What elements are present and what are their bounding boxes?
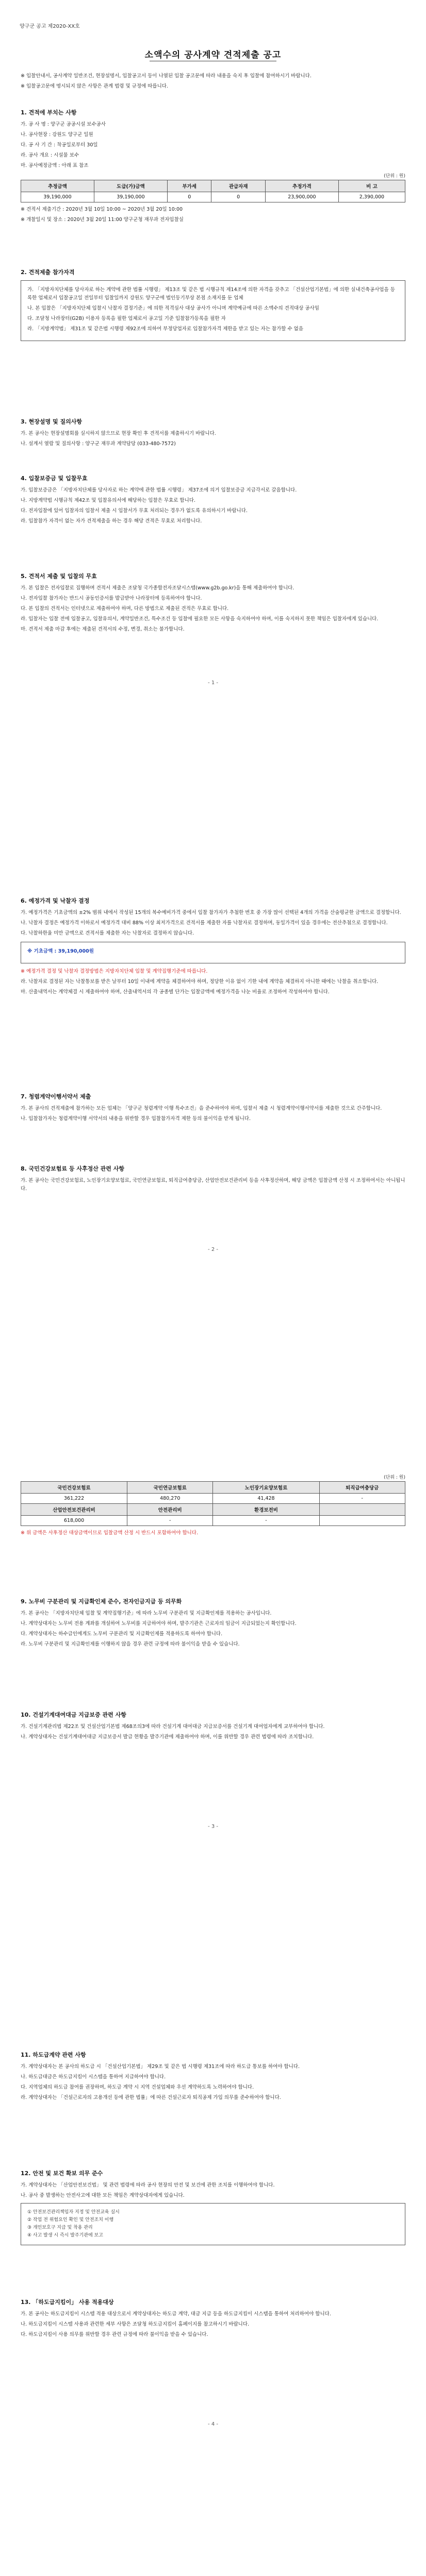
table-header: 퇴직급여충당금 bbox=[319, 1482, 405, 1494]
section-3 bbox=[21, 417, 405, 450]
section-item: 나. 계약상대자는 노무비 전용 계좌를 개설하여 노무비를 지급하여야 하며, 발주기관은 근로자의 임금이 지급되었는지 확인합니다. bbox=[21, 1621, 297, 1626]
section-1 bbox=[21, 108, 405, 226]
table-header: 산업안전보건관리비 bbox=[21, 1504, 127, 1516]
section-item: 나. 설계서 열람 및 질의사항 : 양구군 재무과 계약담당 (033-480-7572) bbox=[21, 441, 176, 447]
table-row bbox=[21, 192, 405, 202]
table-row bbox=[21, 1516, 405, 1526]
section-item: 라. 낙찰자로 결정된 자는 낙찰통보를 받은 날부터 10일 이내에 계약을 체결하여야 하며, 정당한 이유 없이 기한 내에 계약을 체결하지 아니한 때에는 낙찰을 취소합니다. bbox=[21, 979, 379, 985]
table-cell: 0 bbox=[211, 192, 266, 202]
section-item: 나. 하도급대금은 하도급지킴이 시스템을 통하여 지급하여야 합니다. bbox=[21, 2074, 166, 2080]
section-item: 가. 본 공사의 견적제출에 참가하는 모든 업체는 「양구군 청렴계약 이행 특수조건」을 준수하여야 하며, 입찰서 제출 시 청렴계약이행서약서를 제출한 것으로 간주합니다. bbox=[21, 1106, 382, 1111]
section-4 bbox=[21, 474, 405, 528]
section-heading: 2. 견적제출 참가자격 bbox=[21, 269, 75, 276]
section-item: 다. 공 사 기 간 : 착공일로부터 30일 bbox=[21, 142, 98, 148]
section-item: 가. 공 사 명 : 양구군 공공시설 보수공사 bbox=[21, 122, 106, 127]
section-note: ※ 위 금액은 사후정산 대상금액이므로 입찰금액 산정 시 반드시 포함하여야 합니다. bbox=[21, 1530, 199, 1536]
table-cell: 618,000 bbox=[21, 1516, 127, 1526]
section-item: 가. 계약상대자는 본 공사의 하도급 시 「건설산업기본법」 제29조 및 같은 법 시행령 제31조에 따라 하도급 통보를 하여야 합니다. bbox=[21, 2064, 300, 2070]
table-cell: 480,270 bbox=[127, 1494, 213, 1504]
section-note: ※ 견적서 제출기간 : 2020년 3월 10일 10:00 ~ 2020년 3월 20일 10:00 bbox=[21, 207, 183, 212]
base-price-label: ※ 기초금액 : 39,190,000원 bbox=[27, 948, 94, 954]
section-10 bbox=[21, 1710, 405, 1743]
section-8-table bbox=[21, 1473, 405, 1539]
box-line: ③ 개인보호구 지급 및 착용 관리 bbox=[27, 2225, 93, 2230]
section-heading: 3. 현장설명 및 질의사항 bbox=[21, 418, 82, 425]
section-heading: 7. 청렴계약이행서약서 제출 bbox=[21, 1093, 91, 1100]
section-8 bbox=[21, 1164, 405, 1195]
page-separator: - 2 - bbox=[208, 1247, 218, 1252]
notice-number: 양구군 공고 제2020-XX호 bbox=[20, 24, 80, 29]
table-cell bbox=[319, 1516, 405, 1526]
section-item: 가. 입찰보증금은 「지방자치단체를 당사자로 하는 계약에 관한 법률 시행령」 제37조에 의거 입찰보증금 지급각서로 갈음합니다. bbox=[21, 487, 297, 493]
section-heading: 11. 하도급계약 관련 사항 bbox=[21, 2052, 86, 2058]
section-item: 라. 입찰참가 자격이 없는 자가 견적제출을 하는 경우 해당 견적은 무효로 처리합니다. bbox=[21, 518, 202, 524]
page-separator: - 1 - bbox=[208, 680, 218, 686]
section-item: 라. 입찰자는 입찰 전에 입찰공고, 입찰유의서, 계약일반조건, 특수조건 등 입찰에 필요한 모든 사항을 숙지하여야 하며, 이를 숙지하지 못한 책임은 입찰자에게 있습니다. bbox=[21, 616, 379, 622]
section-item: 나. 지방계약법 시행규칙 제42조 및 입찰유의서에 해당하는 입찰은 무효로 합니다. bbox=[21, 498, 195, 503]
section-item: 마. 산출내역서는 계약체결 시 제출하여야 하며, 산출내역서의 각 공종별 단가는 입찰금액에 예정가격을 나눈 비율로 조정하여 작성하여야 합니다. bbox=[21, 989, 330, 995]
section-item: 나. 본 입찰은 「지방자치단체 입찰시 낙찰자 결정기준」에 의한 적격심사 대상 공사가 아니며 계약예규에 따른 소액수의 견적대상 공사임 bbox=[27, 306, 319, 311]
section-item: 다. 낙찰하한율 미만 금액으로 견적서를 제출한 자는 낙찰자로 결정하지 않습니다. bbox=[21, 930, 194, 936]
section-item: 가. 본 공사는 현장설명회를 실시하지 않으므로 현장 확인 후 견적서를 제출하시기 바랍니다. bbox=[21, 431, 216, 436]
section-5 bbox=[21, 572, 405, 636]
section-2 bbox=[21, 268, 405, 341]
section-heading: 6. 예정가격 및 낙찰자 결정 bbox=[21, 897, 90, 904]
section-item: 라. 「지방계약법」 제31조 및 같은법 시행령 제92조에 의하여 부정당업자로 입찰참가자격 제한을 받고 있는 자는 참가할 수 없음 bbox=[27, 326, 304, 332]
section-item: 라. 노무비 구분관리 및 지급확인제를 이행하지 않을 경우 관련 규정에 따라 불이익을 받을 수 있습니다. bbox=[21, 1641, 240, 1647]
box-line: ② 작업 전 위험요인 확인 및 안전조치 이행 bbox=[27, 2217, 114, 2223]
section-note: ※ 개찰일시 및 장소 : 2020년 3월 20일 11:00 양구군청 재무과 전자입찰실 bbox=[21, 217, 184, 223]
section-item: 가. 예정가격은 기초금액의 ±2% 범위 내에서 작성된 15개의 복수예비가격 중에서 입찰 참가자가 추첨한 번호 중 가장 많이 선택된 4개의 가격을 산술평균한 금액으로 결정합니다. bbox=[21, 910, 401, 916]
qualification-box bbox=[21, 280, 405, 341]
section-item: 가. 본 공사는 국민건강보험료, 노인장기요양보험료, 국민연금보험료, 퇴직급여충당금, 산업안전보건관리비 등을 사후정산하며, 해당 금액은 입찰금액 산정 시 조정하여서는 아니됩니다. bbox=[21, 1178, 405, 1192]
section-heading: 13. 「하도급지킴이」 사용 적용대상 bbox=[21, 2299, 114, 2306]
section-item: 나. 계약상대자는 건설기계대여대금 지급보증서 발급 현황을 발주기관에 제출하여야 하며, 이를 위반할 경우 관련 법령에 따라 조치합니다. bbox=[21, 1734, 314, 1740]
section-6 bbox=[21, 896, 405, 998]
box-line: ④ 사고 발생 시 즉시 발주기관에 보고 bbox=[27, 2233, 103, 2238]
table-header: 도급(가)금액 bbox=[94, 180, 167, 192]
section-heading: 12. 안전 및 보건 확보 의무 준수 bbox=[21, 2170, 103, 2177]
table-header-row bbox=[21, 1482, 405, 1494]
table-header: 추정가격 bbox=[265, 180, 338, 192]
section-item: 나. 하도급지킴이 시스템 사용과 관련한 세부 사항은 조달청 하도급지킴이 홈페이지를 참고하시기 바랍니다. bbox=[21, 2321, 250, 2327]
page-separator: - 4 - bbox=[208, 2421, 218, 2427]
table-row bbox=[21, 1494, 405, 1504]
section-item: 가. 「지방자치단체를 당사자로 하는 계약에 관한 법률 시행령」 제13조 및 같은 법 시행규칙 제14조에 의한 자격을 갖추고 「건설산업기본법」에 의한 실내건축공사업을 등록한 업체로서 입찰공고일 전일부터 입찰일까지 강원도 양구군에 법인등기부상 본점 소재지를 둔 업체 bbox=[27, 287, 395, 301]
section-heading: 10. 건설기계대여대금 지급보증 관련 사항 bbox=[21, 1711, 126, 1718]
table-header-row bbox=[21, 1504, 405, 1516]
section-heading: 9. 노무비 구분관리 및 지급확인제 준수, 전자인금지급 등 의무화 bbox=[21, 1598, 182, 1605]
section-item: 다. 계약상대자는 하수급인에게도 노무비 구분관리 및 지급확인제를 적용하도록 하여야 합니다. bbox=[21, 1631, 223, 1637]
table-header: 비 고 bbox=[338, 180, 405, 192]
box-line: ① 안전보건관리책임자 지정 및 안전교육 실시 bbox=[27, 2210, 120, 2215]
section-item: 나. 전자입찰 참가자는 반드시 공동인증서를 발급받아 나라장터에 등록하여야 합니다. bbox=[21, 596, 202, 601]
section-11 bbox=[21, 2050, 405, 2104]
table-cell: 0 bbox=[168, 192, 211, 202]
page-title: 소액수의 공사계약 견적제출 공고 bbox=[144, 50, 282, 60]
section-item: 다. 본 입찰의 견적서는 인터넷으로 제출하여야 하며, 다른 방법으로 제출된 견적은 무효로 합니다. bbox=[21, 606, 229, 612]
section-heading: 4. 입찰보증금 및 입찰무효 bbox=[21, 475, 88, 482]
table-cell: 2,390,000 bbox=[338, 192, 405, 202]
section-heading: 1. 견적에 부치는 사항 bbox=[21, 109, 77, 116]
table-cell: - bbox=[319, 1494, 405, 1504]
section-heading: 8. 국민건강보험료 등 사후정산 관련 사항 bbox=[21, 1165, 124, 1172]
intro-section bbox=[21, 72, 405, 93]
table-header: 안전관리비 bbox=[127, 1504, 213, 1516]
section-item: 가. 본 입찰은 전자입찰로 집행하며 견적서 제출은 조달청 국가종합전자조달시스템(www.g2b.go.kr)을 통해 제출하여야 합니다. bbox=[21, 585, 294, 591]
section-item: 다. 조달청 나라장터(G2B) 이용자 등록을 필한 업체로서 공고일 기준 입찰참가등록을 필한 자 bbox=[27, 316, 226, 321]
table-header bbox=[319, 1504, 405, 1516]
section-item: 라. 계약상대자는 「건설근로자의 고용개선 등에 관한 법률」에 따른 건설근로자 퇴직공제 가입 의무를 준수하여야 합니다. bbox=[21, 2095, 281, 2100]
table-cell: - bbox=[213, 1516, 319, 1526]
section-item: 가. 건설기계관리법 제22조 및 건설산업기본법 제68조의3에 따라 건설기계 대여대금 지급보증서를 건설기계 대여업자에게 교부하여야 합니다. bbox=[21, 1724, 325, 1730]
section-item: 나. 입찰참가자는 청렴계약이행 서약서의 내용을 위반할 경우 입찰참가자격 제한 등의 불이익을 받게 됩니다. bbox=[21, 1116, 251, 1122]
section-7 bbox=[21, 1092, 405, 1125]
section-item: 마. 견적서 제출 마감 후에는 제출된 견적서의 수정, 변경, 취소는 불가합니다. bbox=[21, 626, 185, 632]
table-header: 부가세 bbox=[168, 180, 211, 192]
table-unit: (단위 : 원) bbox=[384, 174, 405, 179]
safety-box bbox=[21, 2203, 405, 2245]
insurance-table bbox=[21, 1481, 405, 1526]
table-header: 국민건강보험료 bbox=[21, 1482, 127, 1494]
table-header: 노인장기요양보험료 bbox=[213, 1482, 319, 1494]
section-item: 다. 전자입찰에 있어 입찰자의 입찰서 제출 시 입찰서가 무효 처리되는 경우가 없도록 유의하시기 바랍니다. bbox=[21, 508, 248, 514]
table-header: 환경보전비 bbox=[213, 1504, 319, 1516]
table-cell: 361,222 bbox=[21, 1494, 127, 1504]
section-13 bbox=[21, 2298, 405, 2341]
section-item: 나. 낙찰자 결정은 예정가격 이하로서 예정가격 대비 88% 이상 최저가격으로 견적서를 제출한 자를 낙찰자로 결정하며, 동일가격이 있을 경우에는 전산추첨으로 결정합니다. bbox=[21, 920, 388, 926]
section-heading: 5. 견적서 제출 및 입찰의 무효 bbox=[21, 573, 97, 580]
section-item: 다. 하도급지킴이 사용 의무를 위반할 경우 관련 규정에 따라 불이익을 받을 수 있습니다. bbox=[21, 2332, 208, 2337]
table-cell: 39,190,000 bbox=[21, 192, 94, 202]
table-cell: 39,190,000 bbox=[94, 192, 167, 202]
section-item: 나. 공사현장 : 강원도 양구군 일원 bbox=[21, 132, 93, 138]
section-9 bbox=[21, 1597, 405, 1651]
section-item: 가. 계약상대자는 「산업안전보건법」 및 관련 법령에 따라 공사 현장의 안전 및 보건에 관한 조치를 이행하여야 합니다. bbox=[21, 2182, 275, 2188]
table-header: 관급자재 bbox=[211, 180, 266, 192]
section-item: 마. 공사예정금액 : 아래 표 참조 bbox=[21, 163, 89, 168]
table-unit: (단위 : 원) bbox=[384, 1475, 405, 1480]
intro-line: ※ 입찰공고문에 명시되지 않은 사항은 관계 법령 및 규정에 따릅니다. bbox=[21, 83, 168, 89]
table-cell: 41,428 bbox=[213, 1494, 319, 1504]
table-cell: 23,900,000 bbox=[265, 192, 338, 202]
section-item: 가. 본 공사는 「지방자치단체 입찰 및 계약집행기준」에 따라 노무비 구분관리 및 지급확인제를 적용하는 공사입니다. bbox=[21, 1611, 272, 1616]
budget-table bbox=[21, 180, 405, 202]
section-item: 나. 공사 중 발생하는 안전사고에 대한 모든 책임은 계약상대자에게 있습니다. bbox=[21, 2193, 185, 2198]
table-header: 국민연금보험료 bbox=[127, 1482, 213, 1494]
section-12 bbox=[21, 2169, 405, 2245]
base-price-box bbox=[21, 942, 405, 963]
intro-line: ※ 입찰안내서, 공사계약 일반조건, 현장설명서, 입찰공고서 등이 나열된 입찰 공고문에 따라 내용을 숙지 후 입찰에 참여하시기 바랍니다. bbox=[21, 73, 312, 79]
table-cell: - bbox=[127, 1516, 213, 1526]
table-header-row bbox=[21, 180, 405, 192]
table-header: 추정금액 bbox=[21, 180, 94, 192]
page-separator: - 3 - bbox=[208, 1824, 218, 1829]
section-item: 가. 본 공사는 하도급지킴이 시스템 적용 대상으로서 계약상대자는 하도급 계약, 대금 지급 등을 하도급지킴이 시스템을 통하여 처리하여야 합니다. bbox=[21, 2311, 331, 2317]
section-note: ※ 예정가격 결정 및 낙찰자 결정방법은 지방자치단체 입찰 및 계약집행기준에 따릅니다. bbox=[21, 969, 208, 974]
section-item: 라. 공사 개요 : 시설물 보수 bbox=[21, 152, 79, 158]
section-item: 다. 지역업체의 하도급 참여를 권장하며, 하도급 계약 시 지역 건설업체와 우선 계약하도록 노력하여야 합니다. bbox=[21, 2084, 254, 2090]
